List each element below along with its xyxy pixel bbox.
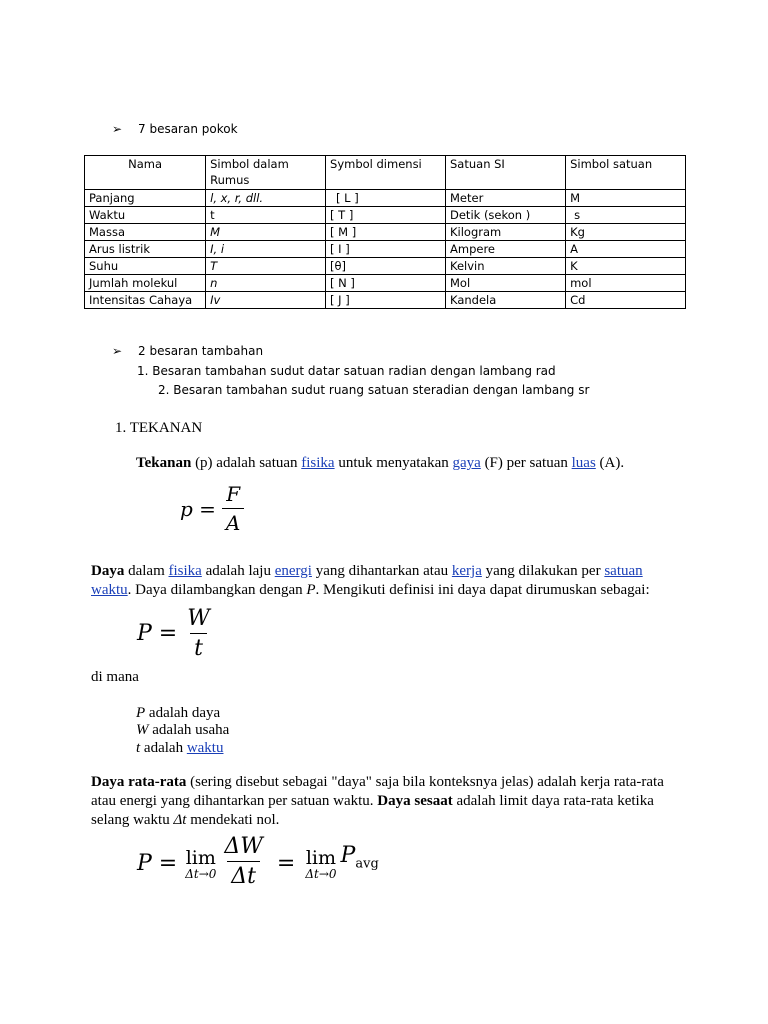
formula-tekanan: [180, 482, 244, 535]
formula-num: F: [226, 482, 241, 506]
lim-subscript: Δt→0: [185, 866, 217, 881]
cell-simbol: t: [206, 207, 326, 224]
cell-nama: Suhu: [85, 258, 206, 275]
cell-nama: Jumlah molekul: [85, 275, 206, 292]
cell-satuan: Kilogram: [446, 224, 566, 241]
text: adalah: [140, 740, 187, 756]
cell-simbol: Iv: [206, 292, 326, 309]
cell-nama: Arus listrik: [85, 241, 206, 258]
besaran-pokok-table: [84, 155, 686, 309]
cell-nama: Waktu: [85, 207, 206, 224]
text: mendekati nol.: [186, 812, 280, 828]
term-daya-sesaat: Daya sesaat: [377, 793, 453, 809]
cell-satuan: Detik (sekon ): [446, 207, 566, 224]
cell-nama: Massa: [85, 224, 206, 241]
bullet-2-besaran-tambahan: [112, 344, 263, 358]
link-gaya[interactable]: gaya: [452, 455, 481, 471]
text: adalah usaha: [148, 722, 230, 738]
link-waktu[interactable]: waktu: [91, 582, 128, 598]
text: (F) per satuan: [480, 455, 572, 471]
term-daya: Daya: [91, 563, 125, 579]
table-row: [85, 190, 686, 207]
cell-simbol-satuan: mol: [566, 275, 686, 292]
besaran-tambahan-item-2: 2. Besaran tambahan sudut ruang satuan steradian dengan lambang sr: [158, 383, 590, 397]
text: untuk menyatakan: [334, 455, 453, 471]
cell-nama: Panjang: [85, 190, 206, 207]
cell-dimensi: [ L ]: [326, 190, 446, 207]
header-simbol-satuan: Simbol satuan: [566, 156, 686, 190]
rhs-symbol: P: [340, 843, 356, 869]
rhs-subscript: avg: [355, 856, 379, 872]
cell-satuan: Kandela: [446, 292, 566, 309]
cell-satuan: Mol: [446, 275, 566, 292]
term-tekanan: Tekanan: [136, 455, 192, 471]
formula-den: t: [190, 633, 207, 661]
link-luas[interactable]: luas: [571, 455, 596, 471]
table-row: [85, 241, 686, 258]
cell-dimensi: [ T ]: [326, 207, 446, 224]
formula-daya: [137, 606, 214, 661]
symbol: W: [136, 722, 149, 738]
text: yang dilakukan per: [481, 563, 605, 579]
cell-simbol: T: [206, 258, 326, 275]
symbol-p: P: [306, 582, 316, 598]
cell-simbol-satuan: Kg: [566, 224, 686, 241]
cell-simbol: l, x, r, dll.: [206, 190, 326, 207]
cell-nama: Intensitas Cahaya: [85, 292, 206, 309]
formula-num: ΔW: [224, 834, 263, 859]
link-kerja[interactable]: kerja: [451, 563, 482, 579]
table-row: [85, 224, 686, 241]
lim-text: lim: [185, 846, 216, 869]
daya-rata-rata-paragraph: [91, 773, 671, 830]
limit-operator: [185, 847, 216, 881]
term-daya-rata-rata: Daya rata-rata: [91, 774, 187, 790]
link-fisika[interactable]: fisika: [301, 455, 335, 471]
cell-dimensi: [ I ]: [326, 241, 446, 258]
formula-num: W: [187, 606, 210, 631]
daya-paragraph: [91, 562, 671, 600]
formula-fraction: [220, 834, 267, 889]
formula-lhs: P =: [137, 851, 178, 876]
text: (p) adalah satuan: [191, 455, 302, 471]
table-row: [85, 207, 686, 224]
cell-dimensi: [ N ]: [326, 275, 446, 292]
symbol: t: [136, 740, 141, 756]
text: . Mengikuti definisi ini daya dapat dirumuskan sebagai:: [315, 582, 650, 598]
formula-equals: =: [276, 851, 296, 876]
besaran-tambahan-item-1: 1. Besaran tambahan sudut datar satuan radian dengan lambang rad: [137, 364, 556, 378]
cell-simbol-satuan: K: [566, 258, 686, 275]
cell-simbol: I, i: [206, 241, 326, 258]
text: . Daya dilambangkan dengan: [127, 582, 307, 598]
formula-lhs: P =: [137, 621, 178, 646]
table-header-row: [85, 156, 686, 190]
cell-dimensi: [ M ]: [326, 224, 446, 241]
bullet-arrow-icon: ➢: [112, 122, 123, 136]
table-row: [85, 258, 686, 275]
symbol-delta-t: Δt: [173, 812, 187, 828]
dimana-label: di mana: [91, 669, 139, 685]
text: dalam: [124, 563, 169, 579]
header-satuan-si: Satuan SI: [446, 156, 566, 190]
cell-satuan: Ampere: [446, 241, 566, 258]
cell-simbol-satuan: s: [566, 207, 686, 224]
cell-simbol: M: [206, 224, 326, 241]
link-waktu[interactable]: waktu: [186, 740, 224, 756]
dimana-line-2: [136, 721, 229, 740]
cell-simbol: n: [206, 275, 326, 292]
text: (sering disebut sebagai "daya" saja bila konteksnya jelas) adalah kerja rata-rata atau energi yang dihantarkan per satuan waktu.: [91, 774, 664, 809]
cell-satuan: Kelvin: [446, 258, 566, 275]
cell-simbol-satuan: Cd: [566, 292, 686, 309]
tekanan-heading: 1. TEKANAN: [115, 420, 203, 436]
tekanan-paragraph: [136, 454, 696, 473]
lim-subscript: Δt→0: [305, 866, 337, 881]
link-satuan[interactable]: satuan: [604, 563, 643, 579]
formula-daya-sesaat: [137, 834, 379, 889]
formula-den: Δt: [227, 861, 260, 889]
link-fisika[interactable]: fisika: [168, 563, 202, 579]
text: adalah limit daya rata-rata ketika selang waktu: [91, 793, 654, 828]
cell-simbol-satuan: M: [566, 190, 686, 207]
formula-fraction: [183, 606, 214, 661]
formula-fraction: [222, 482, 244, 535]
cell-dimensi: [ J ]: [326, 292, 446, 309]
formula-rhs: [341, 843, 379, 871]
header-nama: Nama: [85, 156, 206, 190]
table-row: [85, 275, 686, 292]
cell-satuan: Meter: [446, 190, 566, 207]
limit-operator: [305, 847, 336, 881]
bullet-arrow-icon: ➢: [112, 344, 123, 358]
table-row: [85, 292, 686, 309]
header-symbol-dimensi: Symbol dimensi: [326, 156, 446, 190]
symbol: P: [136, 705, 146, 721]
header-simbol-rumus: Simbol dalam Rumus: [206, 156, 326, 190]
dimana-line-3: [136, 739, 223, 758]
section-title: 2 besaran tambahan: [138, 344, 264, 358]
formula-den: A: [222, 508, 244, 535]
text: adalah daya: [145, 705, 221, 721]
bullet-7-besaran-pokok: [112, 122, 238, 136]
link-energi[interactable]: energi: [274, 563, 312, 579]
formula-lhs: p =: [180, 496, 216, 521]
text: yang dihantarkan atau: [311, 563, 452, 579]
lim-text: lim: [305, 846, 337, 869]
cell-dimensi: [θ]: [326, 258, 446, 275]
text: (A).: [595, 455, 625, 471]
cell-simbol-satuan: A: [566, 241, 686, 258]
text: adalah laju: [201, 563, 275, 579]
section-title: 7 besaran pokok: [138, 122, 238, 136]
